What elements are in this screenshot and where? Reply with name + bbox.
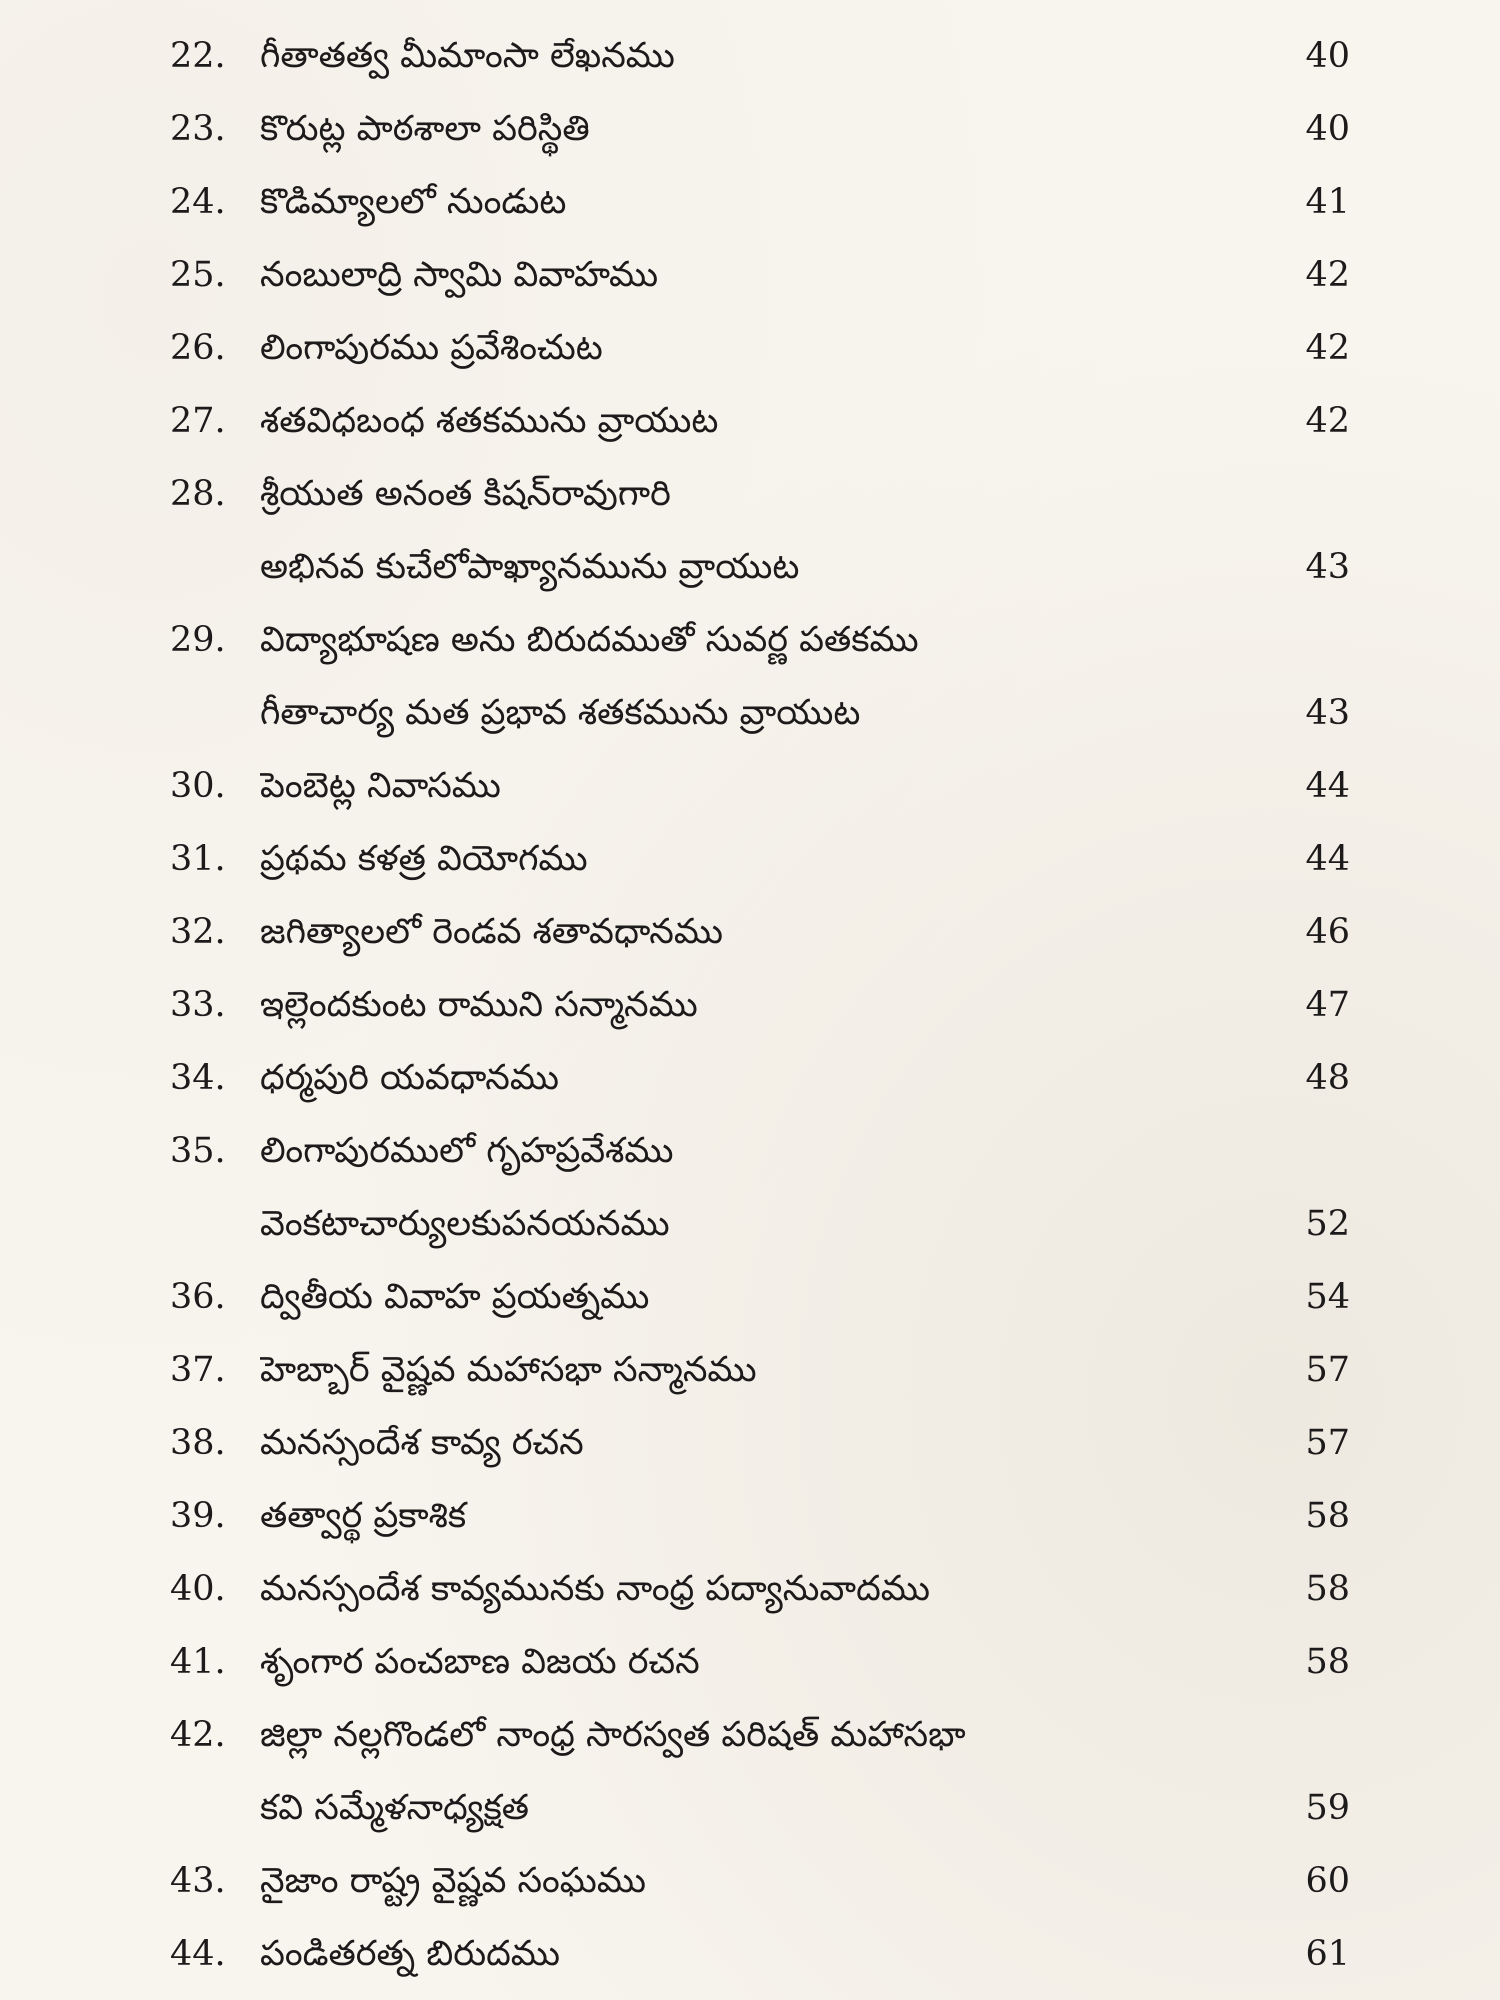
entry-page-number: 40 xyxy=(1305,109,1350,149)
toc-entry xyxy=(170,93,1350,166)
entry-page-number: 61 xyxy=(1305,1934,1350,1974)
toc-entry xyxy=(170,20,1350,93)
toc-line xyxy=(170,969,1350,1042)
entry-title: అభినవ కుచేలోపాఖ్యానమును వ్రాయుట xyxy=(260,547,800,587)
entry-title: హెబ్బార్ వైష్ణవ మహాసభా సన్మానము xyxy=(260,1350,757,1390)
entry-title: శృంగార పంచబాణ విజయ రచన xyxy=(260,1642,700,1682)
entry-title: జిల్లా నల్లగొండలో నాంధ్ర సారస్వత పరిషత్ మహాసభా xyxy=(260,1715,966,1755)
entry-title: లింగాపురములో గృహప్రవేశము xyxy=(260,1131,674,1171)
entry-title: లింగాపురము ప్రవేశించుట xyxy=(260,328,603,368)
entry-number: 22. xyxy=(170,36,226,76)
entry-number: 24. xyxy=(170,182,226,222)
entry-title: శతవిధబంధ శతకమును వ్రాయుట xyxy=(260,401,719,441)
entry-page-number: 58 xyxy=(1305,1569,1350,1609)
entry-page-number: 42 xyxy=(1305,328,1350,368)
entry-page-number: 41 xyxy=(1305,182,1350,222)
toc-line xyxy=(170,1261,1350,1334)
entry-title: గీతాతత్వ మీమాంసా లేఖనము xyxy=(260,36,675,76)
toc-line xyxy=(170,20,1350,93)
toc-line xyxy=(170,1772,1350,1845)
entry-number: 40. xyxy=(170,1569,226,1609)
toc-entry xyxy=(170,1334,1350,1407)
entry-page-number: 57 xyxy=(1305,1350,1350,1390)
toc-entry xyxy=(170,604,1350,750)
toc-line xyxy=(170,1042,1350,1115)
entry-title: ఇల్లెందకుంట రాముని సన్మానము xyxy=(260,985,698,1025)
toc-line xyxy=(170,1334,1350,1407)
entry-number: 26. xyxy=(170,328,226,368)
entry-page-number: 44 xyxy=(1305,839,1350,879)
entry-page-number: 42 xyxy=(1305,401,1350,441)
toc-line xyxy=(170,385,1350,458)
entry-title: ద్వితీయ వివాహ ప్రయత్నము xyxy=(260,1277,650,1317)
entry-title: గీతాచార్య మత ప్రభావ శతకమును వ్రాయుట xyxy=(260,693,861,733)
toc-line xyxy=(170,239,1350,312)
entry-number: 34. xyxy=(170,1058,226,1098)
toc-entry xyxy=(170,1042,1350,1115)
entry-page-number: 46 xyxy=(1305,912,1350,952)
toc-line xyxy=(170,312,1350,385)
entry-number: 42. xyxy=(170,1715,226,1755)
toc-entry xyxy=(170,750,1350,823)
toc-entry xyxy=(170,1115,1350,1261)
entry-title: ధర్మపురి యవధానము xyxy=(260,1058,559,1098)
toc-line xyxy=(170,896,1350,969)
toc-line xyxy=(170,823,1350,896)
toc-line xyxy=(170,750,1350,823)
entry-number: 30. xyxy=(170,766,226,806)
entry-title: తత్వార్థ ప్రకాశిక xyxy=(260,1496,467,1536)
toc-entry xyxy=(170,1261,1350,1334)
entry-number: 28. xyxy=(170,474,226,514)
entry-page-number: 58 xyxy=(1305,1642,1350,1682)
table-of-contents xyxy=(170,20,1350,1991)
toc-line xyxy=(170,93,1350,166)
entry-number: 43. xyxy=(170,1861,226,1901)
toc-entry xyxy=(170,1626,1350,1699)
toc-line xyxy=(170,677,1350,750)
entry-number: 44. xyxy=(170,1934,226,1974)
entry-page-number: 52 xyxy=(1305,1204,1350,1244)
entry-page-number: 60 xyxy=(1305,1861,1350,1901)
entry-title: ప్రథమ కళత్ర వియోగము xyxy=(260,839,588,879)
toc-line xyxy=(170,1553,1350,1626)
entry-title: పండితరత్న బిరుదము xyxy=(260,1934,560,1974)
entry-page-number: 43 xyxy=(1305,693,1350,733)
entry-number: 41. xyxy=(170,1642,226,1682)
toc-line xyxy=(170,531,1350,604)
toc-entry xyxy=(170,1553,1350,1626)
entry-title: శ్రీయుత అనంత కిషన్‌రావుగారి xyxy=(260,474,671,514)
entry-number: 37. xyxy=(170,1350,226,1390)
entry-number: 36. xyxy=(170,1277,226,1317)
entry-title: విద్యాభూషణ అను బిరుదముతో సువర్ణ పతకము xyxy=(260,620,919,660)
entry-page-number: 47 xyxy=(1305,985,1350,1025)
entry-page-number: 54 xyxy=(1305,1277,1350,1317)
toc-entry xyxy=(170,1845,1350,1918)
entry-title: కొడిమ్యాలలో నుండుట xyxy=(260,182,567,222)
toc-line xyxy=(170,166,1350,239)
toc-line xyxy=(170,1626,1350,1699)
entry-title: కవి సమ్మేళనాధ్యక్షత xyxy=(260,1788,530,1828)
entry-page-number: 57 xyxy=(1305,1423,1350,1463)
entry-number: 31. xyxy=(170,839,226,879)
toc-entry xyxy=(170,896,1350,969)
entry-title: పెంబెట్ల నివాసము xyxy=(260,766,501,806)
toc-entry xyxy=(170,385,1350,458)
entry-title: వెంకటాచార్యులకుపనయనము xyxy=(260,1204,670,1244)
entry-title: కొరుట్ల పాఠశాలా పరిస్థితి xyxy=(260,109,590,149)
toc-entry xyxy=(170,1918,1350,1991)
entry-page-number: 58 xyxy=(1305,1496,1350,1536)
entry-number: 38. xyxy=(170,1423,226,1463)
toc-line xyxy=(170,1188,1350,1261)
toc-entry xyxy=(170,823,1350,896)
entry-title: మనస్సందేశ కావ్యమునకు నాంధ్ర పద్యానువాదము xyxy=(260,1569,930,1609)
entry-title: నైజాం రాష్ట్ర వైష్ణవ సంఘము xyxy=(260,1861,646,1901)
toc-entry xyxy=(170,1480,1350,1553)
entry-page-number: 40 xyxy=(1305,36,1350,76)
toc-entry xyxy=(170,458,1350,604)
toc-line xyxy=(170,458,1350,531)
entry-number: 23. xyxy=(170,109,226,149)
entry-page-number: 44 xyxy=(1305,766,1350,806)
toc-line xyxy=(170,1845,1350,1918)
toc-entry xyxy=(170,1407,1350,1480)
entry-page-number: 48 xyxy=(1305,1058,1350,1098)
toc-line xyxy=(170,1480,1350,1553)
entry-title: మనస్సందేశ కావ్య రచన xyxy=(260,1423,584,1463)
entry-title: జగిత్యాలలో రెండవ శతావధానము xyxy=(260,912,723,952)
toc-line xyxy=(170,1407,1350,1480)
toc-entry xyxy=(170,239,1350,312)
toc-line xyxy=(170,604,1350,677)
toc-entry xyxy=(170,312,1350,385)
toc-entry xyxy=(170,166,1350,239)
entry-page-number: 43 xyxy=(1305,547,1350,587)
toc-line xyxy=(170,1699,1350,1772)
entry-number: 29. xyxy=(170,620,226,660)
toc-entry xyxy=(170,969,1350,1042)
entry-number: 39. xyxy=(170,1496,226,1536)
entry-number: 27. xyxy=(170,401,226,441)
toc-line xyxy=(170,1918,1350,1991)
toc-line xyxy=(170,1115,1350,1188)
entry-title: నంబులాద్రి స్వామి వివాహము xyxy=(260,255,659,295)
entry-number: 33. xyxy=(170,985,226,1025)
toc-entry xyxy=(170,1699,1350,1845)
entry-number: 32. xyxy=(170,912,226,952)
entry-number: 25. xyxy=(170,255,226,295)
entry-number: 35. xyxy=(170,1131,226,1171)
entry-page-number: 59 xyxy=(1305,1788,1350,1828)
entry-page-number: 42 xyxy=(1305,255,1350,295)
